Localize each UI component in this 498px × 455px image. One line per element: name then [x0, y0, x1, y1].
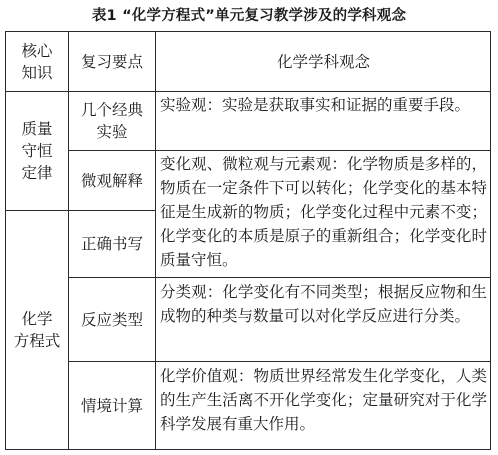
- header-core-knowledge: [6, 32, 69, 92]
- point-classic-line1: 几个经典: [80, 101, 143, 119]
- header-review-points: 复习要点: [69, 32, 156, 92]
- core-chemical-equation: [6, 211, 69, 450]
- core-mass-line2: 守恒: [21, 142, 53, 160]
- core-mass-line3: 定律: [21, 164, 53, 182]
- concept-experiment: 实验观：实验是获取事实和证据的重要手段。: [156, 92, 491, 151]
- concept-change-particle-element: 变化观、微粒观与元素观：化学物质是多样的，物质在一定条件下可以转化；化学变化的基本特征是生成新的物质；化学变化过程中元素不变；化学变化的本质是原子的重新组合；化学变化时质量守恒。: [156, 151, 491, 278]
- table-row: [6, 92, 491, 151]
- table-row: [6, 278, 491, 362]
- table-row: [6, 151, 491, 211]
- core-mass-line1: 质量: [21, 120, 53, 138]
- table-caption: 表1 “化学方程式”单元复习教学涉及的学科观念: [91, 8, 407, 24]
- core-equation-line1: 化学: [21, 310, 53, 328]
- concept-classification: 分类观：化学变化有不同类型；根据反应物和生成物的种类与数量可以对化学反应进行分类。: [156, 278, 491, 362]
- concept-chemical-value: 化学价值观：物质世界经常发生化学变化，人类的生产生活离不开化学变化；定量研究对于化学科学发展有重大作用。: [156, 362, 491, 450]
- core-equation-line2: 方程式: [13, 332, 61, 350]
- point-classic-experiments: [69, 92, 156, 151]
- point-classic-line2: 实验: [96, 123, 128, 141]
- header-core-line2: 知识: [21, 63, 53, 82]
- header-core-line1: 核心: [21, 41, 53, 60]
- point-micro-explanation: 微观解释: [69, 151, 156, 211]
- concept-table: [5, 31, 491, 450]
- point-context-calculation: 情境计算: [69, 362, 156, 450]
- point-reaction-types: 反应类型: [69, 278, 156, 362]
- table-header-row: [6, 32, 491, 92]
- header-chem-concepts: 化学学科观念: [156, 32, 491, 92]
- point-correct-writing: 正确书写: [69, 211, 156, 278]
- core-mass-conservation: [6, 92, 69, 211]
- table-row: [6, 362, 491, 450]
